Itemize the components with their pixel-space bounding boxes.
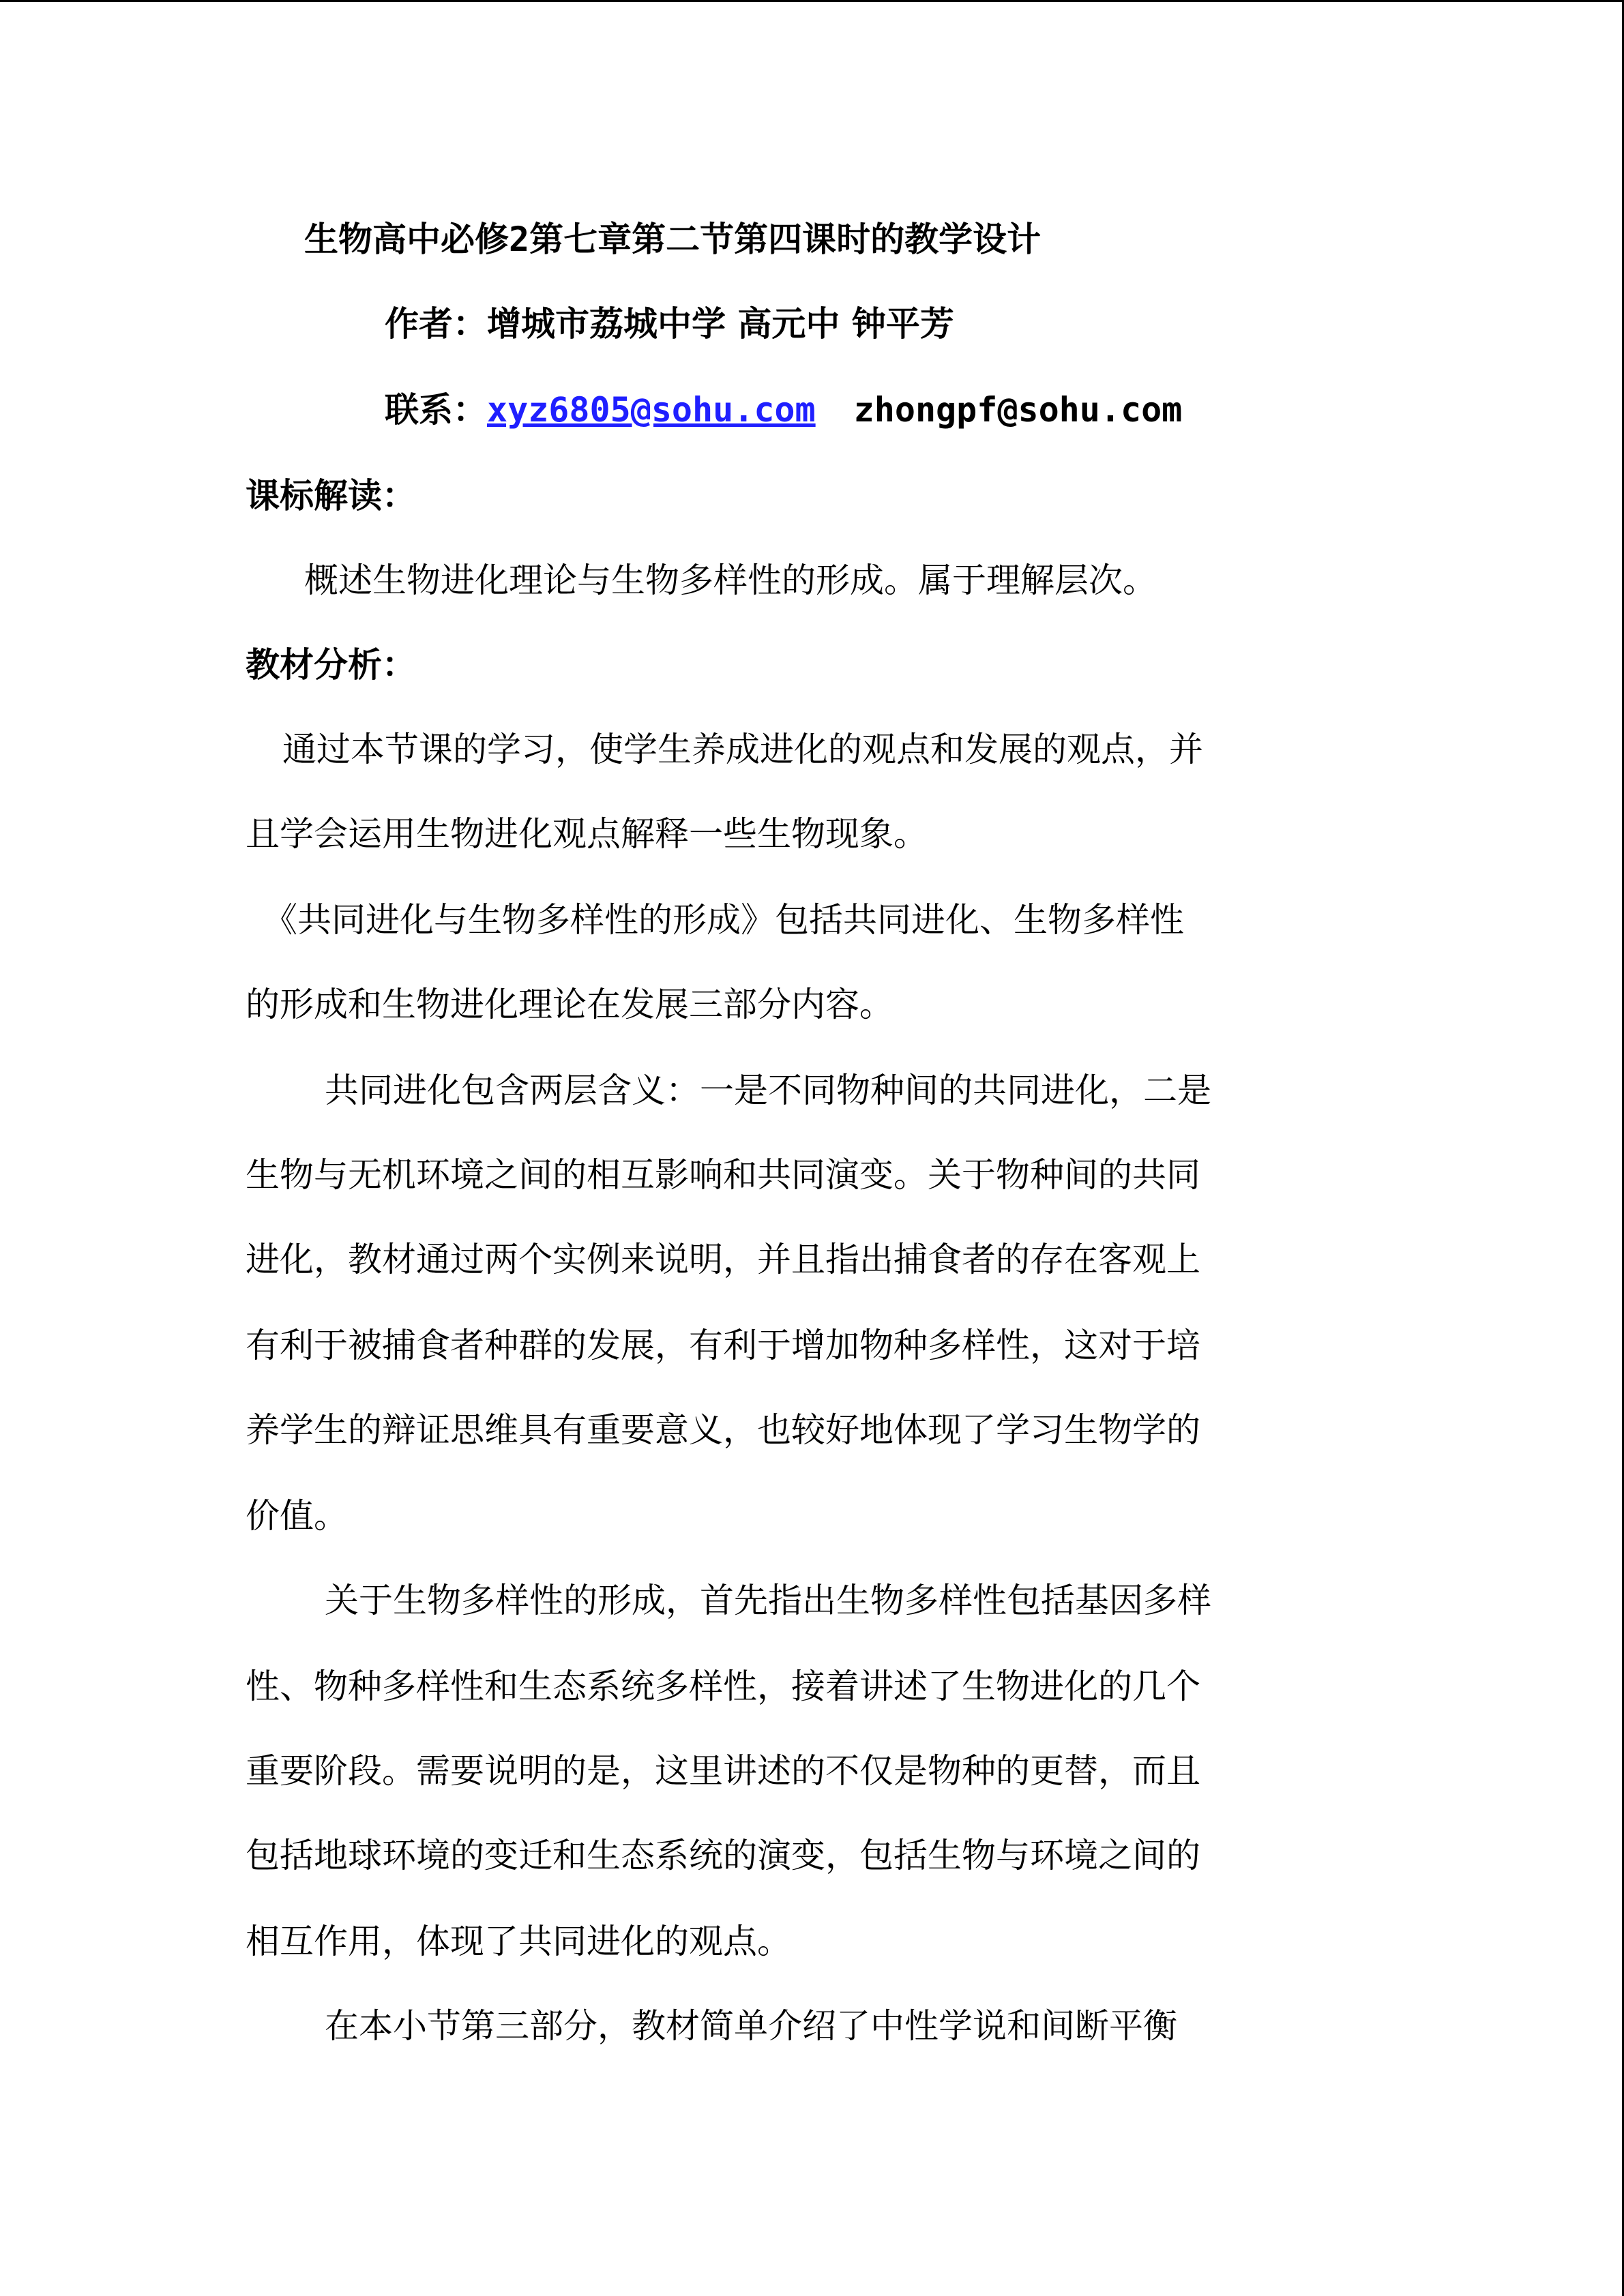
paragraph-line: 重要阶段。需要说明的是，这里讲述的不仅是物种的更替，而且 [246, 1751, 1200, 1791]
paragraph-line: 的形成和生物进化理论在发展三部分内容。 [246, 985, 894, 1024]
title-prefix: 生物高中必修 [304, 219, 509, 259]
contact-line [385, 387, 1182, 432]
paragraph-line: 养学生的辩证思维具有重要意义，也较好地体现了学习生物学的 [246, 1410, 1200, 1450]
paragraph-line: 且学会运用生物进化观点解释一些生物现象。 [246, 814, 928, 854]
paragraph-line: 生物与无机环境之间的相互影响和共同演变。关于物种间的共同 [246, 1155, 1200, 1195]
author-text: 增城市荔城中学 高元中 钟平芳 [487, 303, 954, 344]
paragraph-line: 包括地球环境的变迁和生态系统的演变，包括生物与环境之间的 [246, 1836, 1200, 1875]
paragraph-line: 在本小节第三部分，教材简单介绍了中性学说和间断平衡 [325, 2006, 1177, 2046]
paragraph-line: 有利于被捕食者种群的发展，有利于增加物种多样性，这对于培 [246, 1326, 1200, 1365]
paragraph-line: 关于生物多样性的形成，首先指出生物多样性包括基因多样 [325, 1581, 1211, 1620]
email-link-1[interactable]: xyz6805@sohu.com [487, 390, 816, 430]
paragraph-line: 《共同进化与生物多样性的形成》包括共同进化、生物多样性 [263, 900, 1184, 940]
email-text-2: zhongpf@sohu.com [853, 390, 1183, 430]
paragraph-line: 性、物种多样性和生态系统多样性，接着讲述了生物进化的几个 [246, 1667, 1200, 1706]
paragraph-line: 相互作用，体现了共同进化的观点。 [246, 1922, 791, 1961]
paragraph-line: 概述生物进化理论与生物多样性的形成。属于理解层次。 [304, 561, 1157, 600]
paragraph-line: 通过本节课的学习，使学生养成进化的观点和发展的观点，并 [282, 730, 1203, 769]
document-title [304, 217, 1041, 262]
title-number: 2 [509, 220, 530, 259]
section-heading-textbook: 教材分析： [246, 644, 416, 685]
title-suffix: 第七章第二节第四课时的教学设计 [529, 219, 1042, 259]
contact-label: 联系： [385, 389, 487, 430]
paragraph-line: 共同进化包含两层含义：一是不同物种间的共同进化，二是 [325, 1071, 1211, 1110]
paragraph-line: 价值。 [246, 1496, 348, 1536]
author-label: 作者： [385, 303, 487, 344]
paragraph-line: 进化，教材通过两个实例来说明，并且指出捕食者的存在客观上 [246, 1240, 1200, 1279]
page-border-top [0, 0, 1624, 2]
author-line [385, 301, 954, 346]
section-heading-curriculum: 课标解读： [246, 475, 416, 516]
